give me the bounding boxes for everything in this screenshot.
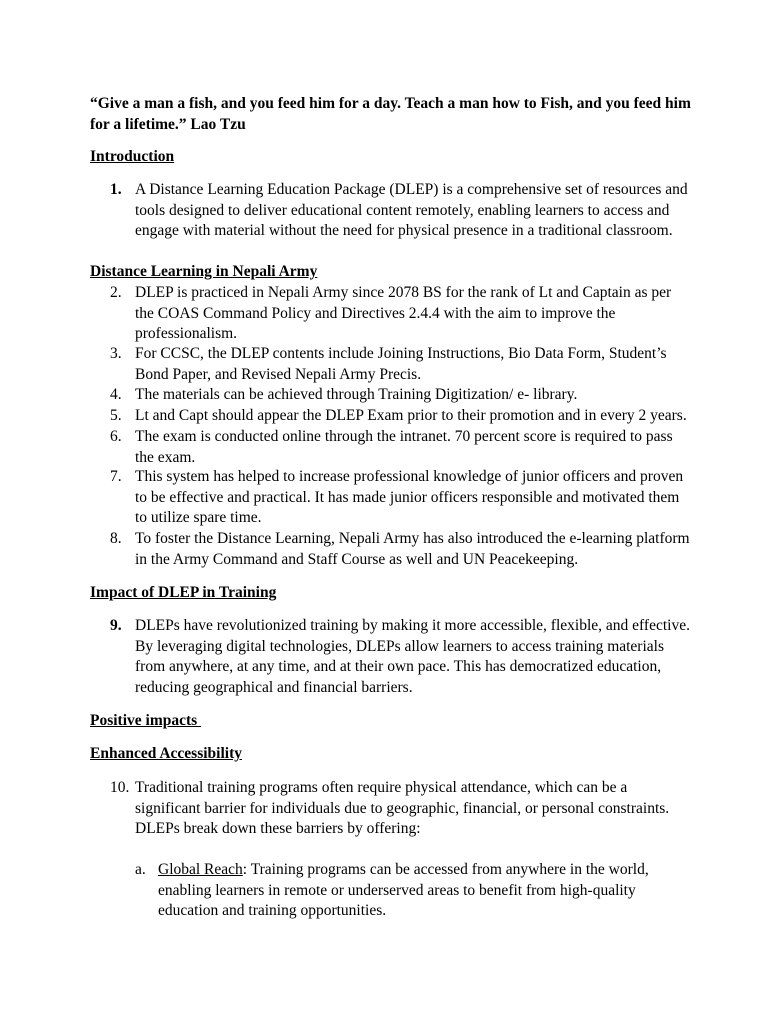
item-text: To foster the Distance Learning, Nepali Army has also introduced the e-learning platform in the Army Command and Staff Course as well and UN Peacekeeping. — [135, 530, 690, 568]
item-number: 7. — [110, 468, 122, 485]
list-item — [90, 344, 690, 385]
item-text: A Distance Learning Education Package (DLEP) is a comprehensive set of resources and tools designed to deliver educational content remotely, enabling learners to access and engage with material without the need for physical presence in a traditional classroom. — [135, 181, 688, 240]
item-text: For CCSC, the DLEP contents include Joining Instructions, Bio Data Form, Student’s Bond Paper, and Revised Nepali Army Precis. — [135, 345, 667, 383]
heading-introduction: Introduction — [90, 148, 175, 165]
item-number: 2. — [110, 284, 122, 301]
item-text: Lt and Capt should appear the DLEP Exam prior to their promotion and in every 2 years. — [135, 407, 687, 424]
list-item — [90, 283, 690, 345]
list-item — [90, 427, 690, 468]
item-text: The materials can be achieved through Training Digitization/ e- library. — [135, 386, 578, 403]
list-item — [90, 616, 690, 698]
sub-item-text — [158, 860, 690, 922]
item-text: This system has helped to increase professional knowledge of junior officers and proven to be effective and practical. It has made junior officers responsible and motivated them to utilize spare time. — [135, 468, 684, 527]
list-item — [90, 467, 690, 529]
item-number: 3. — [110, 345, 122, 362]
item-text: DLEP is practiced in Nepali Army since 2078 BS for the rank of Lt and Captain as per the COAS Command Policy and Directives 2.4.4 with the aim to improve the professionalism. — [135, 284, 672, 343]
item-number: 6. — [110, 428, 122, 445]
heading-positive-impacts: Positive impacts — [90, 712, 202, 729]
item-number: 1. — [110, 181, 122, 198]
item-text: Traditional training programs often require physical attendance, which can be a significant barrier for individuals due to geographic, financial, or personal constraints. DLEPs break down these barriers by offering: — [135, 779, 670, 838]
heading-enhanced-accessibility: Enhanced Accessibility — [90, 745, 243, 762]
list-item — [90, 406, 690, 427]
item-text: DLEPs have revolutionized training by making it more accessible, flexible, and effective. By leveraging digital technologies, DLEPs allow learners to access training materials from anywhere, at any time, and at their own pace. This has democratized education, reducing geographical and financial barriers. — [135, 617, 690, 696]
list-item — [90, 778, 690, 840]
heading-impact: Impact of DLEP in Training — [90, 584, 277, 601]
item-number: 8. — [110, 530, 122, 547]
item-text: The exam is conducted online through the intranet. 70 percent score is required to pass the exam. — [135, 428, 673, 466]
list-item — [90, 180, 690, 242]
item-number: 9. — [110, 617, 122, 634]
sub-item-description: : Training programs can be accessed from anywhere in the world, enabling learners in remote or underserved areas to benefit from high-quality education and training opportunities. — [158, 861, 649, 920]
heading-distance-learning: Distance Learning in Nepali Army — [90, 263, 318, 280]
sub-item-letter: a. — [135, 861, 146, 878]
item-number: 4. — [110, 386, 122, 403]
sub-item-term: Global Reach — [158, 861, 243, 878]
sub-list-item — [90, 860, 690, 922]
item-number: 5. — [110, 407, 122, 424]
list-item — [90, 529, 690, 570]
item-number: 10. — [110, 779, 130, 796]
epigraph-quote: “Give a man a fish, and you feed him for a day. Teach a man how to Fish, and you feed him for a lifetime.” Lao Tzu — [90, 95, 691, 133]
list-item — [90, 385, 690, 406]
